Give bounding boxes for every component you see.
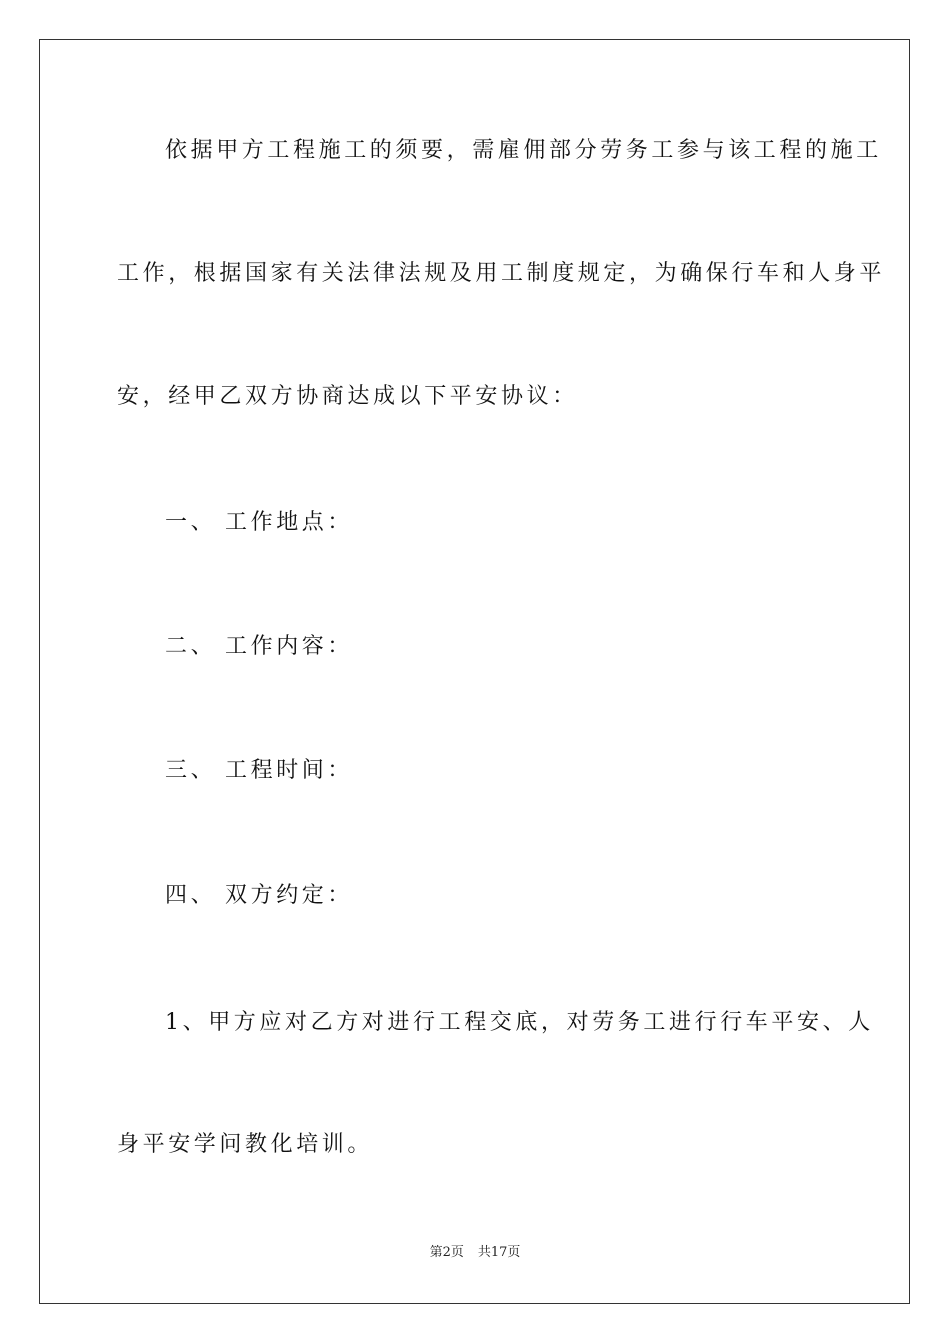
section-heading-2 (165, 632, 353, 662)
page-number: 第2页 (429, 1245, 464, 1260)
page-footer (0, 1244, 950, 1262)
section-title: 双方约定： (225, 883, 354, 908)
paragraph-line: 1、甲方应对乙方对进行工程交底，对劳务工进行行车平安、人 (165, 1010, 874, 1035)
section-number: 三、 (165, 758, 217, 783)
section-number: 四、 (165, 883, 217, 908)
section-heading-1 (165, 508, 353, 538)
section-title: 工作内容： (225, 634, 354, 659)
paragraph-line: 安，经甲乙双方协商达成以下平安协议： (117, 384, 578, 409)
section-title: 工程时间： (225, 758, 354, 783)
page-border (39, 39, 910, 1304)
section-number: 二、 (165, 634, 217, 659)
section-number: 一、 (165, 510, 217, 535)
section-heading-4 (165, 881, 353, 911)
section-heading-3 (165, 756, 353, 786)
page-total: 共17页 (477, 1245, 521, 1260)
paragraph-line: 身平安学问教化培训。 (117, 1132, 374, 1157)
paragraph-line: 工作，根据国家有关法律法规及用工制度规定，为确保行车和人身平 (117, 261, 886, 286)
paragraph-line: 依据甲方工程施工的须要，需雇佣部分劳务工参与该工程的施工 (165, 138, 882, 163)
section-title: 工作地点： (225, 510, 354, 535)
